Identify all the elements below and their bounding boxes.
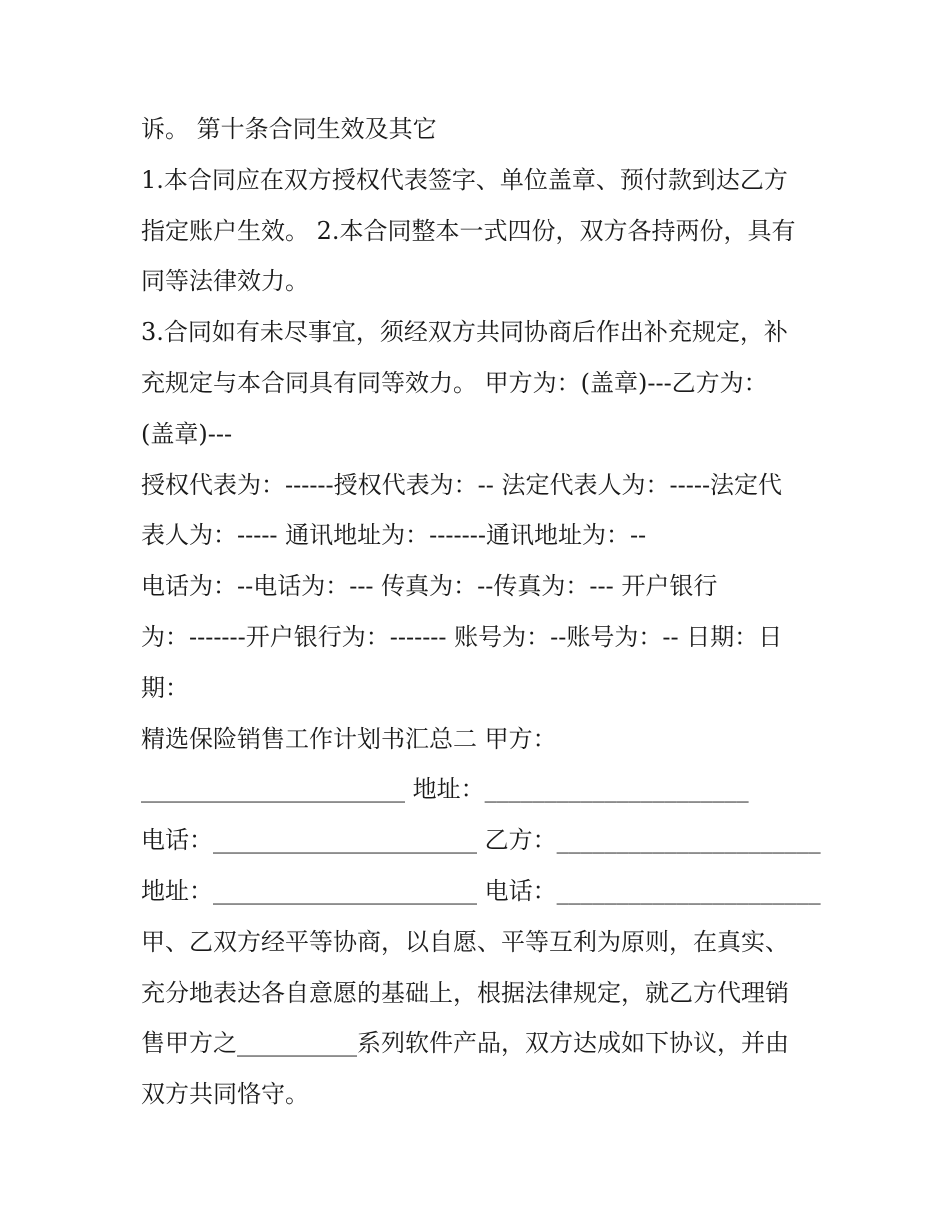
blank-field-line: 电话：______________________ 乙方：______________________ xyxy=(141,826,821,855)
section-heading: 精选保险销售工作计划书汇总二 甲方： xyxy=(141,724,557,753)
text-line: 诉。 第十条合同生效及其它 xyxy=(141,115,437,143)
text-line: 双方共同恪守。 xyxy=(141,1080,309,1109)
text-line: (盖章)--- xyxy=(141,419,233,448)
text-line: 指定账户生效。 2.本合同整本一式四份，双方各持两份，具有 xyxy=(141,216,796,245)
text-line: 售甲方之__________系列软件产品，双方达成如下协议，并由 xyxy=(141,1029,789,1058)
text-line: 充规定与本合同具有同等效力。 甲方为：(盖章)---乙方为： xyxy=(141,368,768,397)
text-line: 期： xyxy=(141,673,189,702)
text-line: 同等法律效力。 xyxy=(141,267,309,296)
text-line: 甲、乙双方经平等协商，以自愿、平等互利为原则，在真实、 xyxy=(141,927,789,956)
blank-field-line: 地址：______________________ 电话：______________________ xyxy=(141,876,821,905)
text-line: 1.本合同应在双方授权代表签字、单位盖章、预付款到达乙方 xyxy=(141,165,788,194)
text-line: 授权代表为：------授权代表为：-- 法定代表人为：-----法定代 xyxy=(141,470,783,499)
document-body xyxy=(141,104,831,1120)
text-line: 充分地表达各自意愿的基础上，根据法律规定，就乙方代理销 xyxy=(141,978,789,1007)
text-line: 电话为：--电话为：--- 传真为：--传真为：--- 开户银行 xyxy=(141,572,718,601)
text-line: 为：-------开户银行为：------- 账号为：--账号为：-- 日期：日 xyxy=(141,622,783,651)
text-line: 3.合同如有未尽事宜，须经双方共同协商后作出补充规定，补 xyxy=(141,318,788,347)
text-line: 表人为：----- 通讯地址为：-------通讯地址为：-- xyxy=(141,521,647,550)
blank-field-line: ______________________ 地址：______________________ xyxy=(141,775,749,804)
